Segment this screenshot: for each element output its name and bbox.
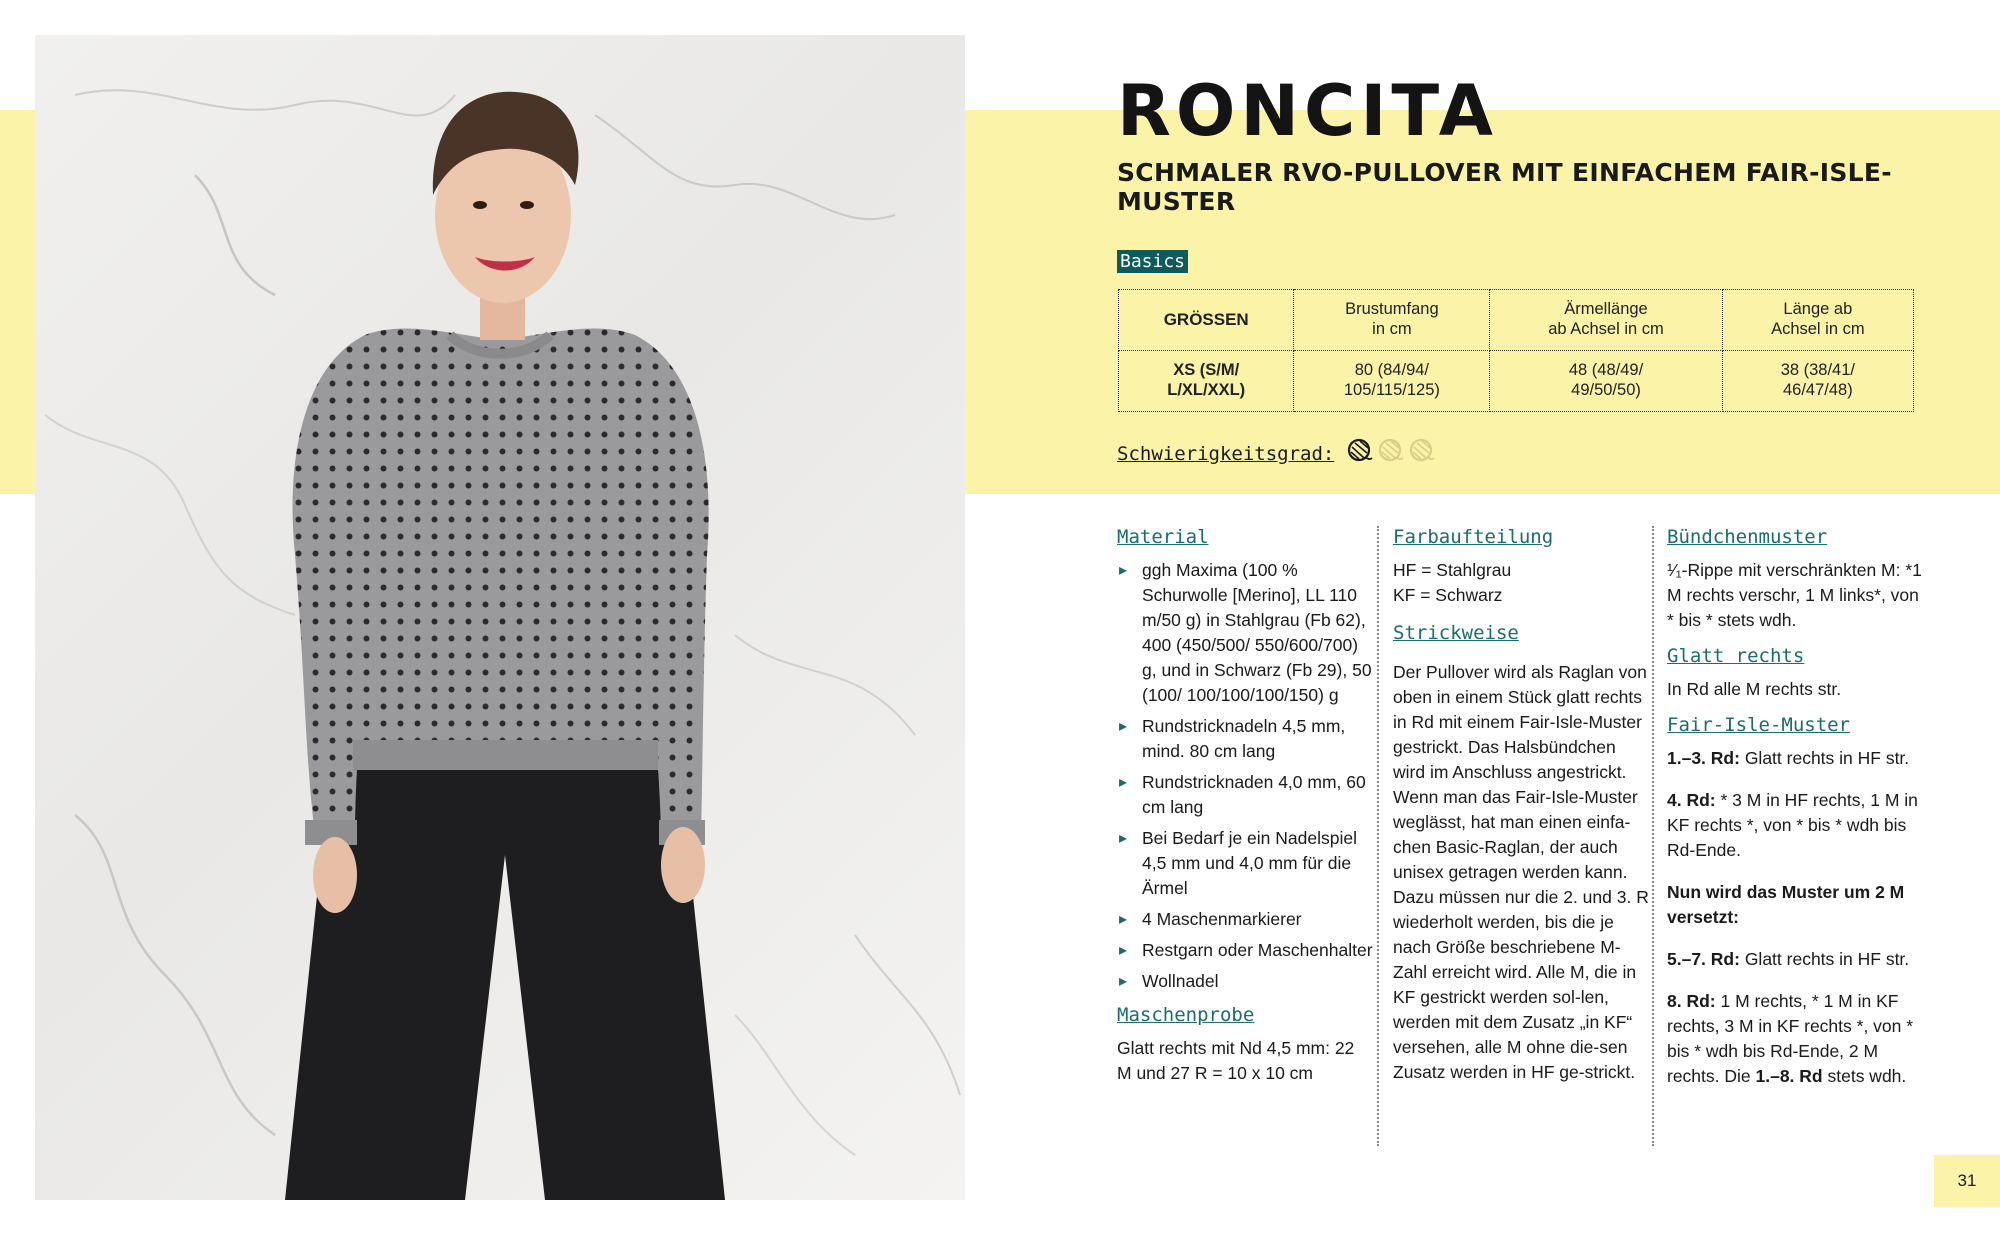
row-label: Nun wird das Muster um 2 M versetzt: bbox=[1667, 882, 1905, 927]
cell-text: XS (S/M/ L/XL/XXL) bbox=[1167, 361, 1246, 399]
header-text: Brustumfang in cm bbox=[1345, 300, 1439, 338]
glatt-rechts-heading: Glatt rechts bbox=[1667, 645, 1805, 667]
row-label: 1.–8. Rd bbox=[1755, 1066, 1823, 1086]
table-header-cell bbox=[1722, 290, 1913, 351]
table-header-cell bbox=[1490, 290, 1722, 351]
pattern-subtitle: SCHMALER RVO-PULLOVER MIT EINFACHEM FAIR-ISLE-MUSTER bbox=[1117, 158, 1892, 216]
list-item: ▸ Rundstricknadeln 4,5 mm, mind. 80 cm lang bbox=[1117, 714, 1373, 764]
header-text: Länge ab Achsel in cm bbox=[1771, 300, 1865, 338]
fair-isle-heading: Fair-Isle-Muster bbox=[1667, 714, 1851, 736]
page-number: 31 bbox=[1934, 1155, 2000, 1207]
cell-text: 38 (38/41/ 46/47/48) bbox=[1780, 361, 1855, 399]
yarn-ball-icon bbox=[1378, 438, 1404, 464]
pattern-row bbox=[1667, 989, 1925, 1089]
pattern-row bbox=[1667, 947, 1925, 972]
yarn-ball-icon bbox=[1347, 438, 1373, 464]
pattern-row bbox=[1667, 880, 1925, 930]
difficulty-label: Schwierigkeitsgrad: bbox=[1117, 442, 1335, 465]
material-heading: Material bbox=[1117, 526, 1209, 548]
row-label: 8. Rd: bbox=[1667, 991, 1716, 1011]
pattern-title: RONCITA bbox=[1117, 70, 1498, 152]
glatt-rechts-text: In Rd alle M rechts str. bbox=[1667, 679, 1842, 699]
farbaufteilung-line: KF = Schwarz bbox=[1393, 585, 1503, 605]
table-header-cell bbox=[1294, 290, 1490, 351]
column-divider bbox=[1377, 526, 1379, 1146]
difficulty-rating bbox=[1117, 438, 1435, 469]
table-cell bbox=[1722, 351, 1913, 412]
farbaufteilung-heading: Farbaufteilung bbox=[1393, 526, 1554, 548]
maschenprobe-text: Glatt rechts mit Nd 4,5 mm: 22 M und 27 R = 10 x 10 cm bbox=[1117, 1038, 1355, 1083]
row-text: Glatt rechts in HF str. bbox=[1739, 949, 1910, 969]
table-cell bbox=[1294, 351, 1490, 412]
row-label: 4. Rd: bbox=[1667, 790, 1716, 810]
table-cell bbox=[1490, 351, 1722, 412]
strickweise-column bbox=[1393, 526, 1649, 1095]
row-text: stets wdh. bbox=[1822, 1066, 1907, 1086]
buendchenmuster-text: ¹⁄₁-Rippe mit verschränkten M: *1 M rechts verschr, 1 M links*, von * bis * stets wdh. bbox=[1667, 560, 1922, 630]
difficulty-icons bbox=[1342, 438, 1435, 469]
row-text: * 3 M in HF rechts, 1 M in KF rechts *, von * bis * wdh bis Rd-Ende. bbox=[1667, 790, 1918, 860]
list-item: ▸ ggh Maxima (100 % Schurwolle [Merino], LL 110 m/50 g) in Stahlgrau (Fb 62), 400 (450/500/ 550/600/700) g, und in Schwarz (Fb 29), 50 (100/ 100/100/100/150) g bbox=[1117, 558, 1373, 708]
row-label: 1.–3. Rd: bbox=[1667, 748, 1740, 768]
table-header-cell: GRÖSSEN bbox=[1119, 290, 1294, 351]
yarn-ball-icon bbox=[1409, 438, 1435, 464]
model-photo bbox=[35, 35, 965, 1200]
table-row bbox=[1119, 290, 1914, 351]
list-item: ▸ Bei Bedarf je ein Nadelspiel 4,5 mm und 4,0 mm für die Ärmel bbox=[1117, 826, 1373, 901]
row-text: Glatt rechts in HF str. bbox=[1739, 748, 1910, 768]
row-text: 1 M rechts, * 1 M in KF rechts, 3 M in KF rechts *, von * bis * wdh bis Rd-Ende, 2 M rechts. Die bbox=[1667, 991, 1914, 1086]
strickweise-text: Der Pullover wird als Raglan von oben in einem Stück glatt rechts in Rd mit einem Fair-Isle-Muster gestrickt. Das Halsbündchen wird im Anschluss angestrickt. Wenn man das Fair-Isle-Muster weglässt, hat man einen einfa-chen Basic-Raglan, der auch unisex getragen werden kann. Dazu müssen nur die 2. und 3. R wiederholt werden, bis die je nach Größe beschriebene M-Zahl erreicht wird. Alle M, die in KF gestrickt werden sol-len, werden mit dem Zusatz „in KF“ versehen, alle M ohne die-sen Zusatz werden in HF ge-strickt. bbox=[1393, 662, 1649, 1082]
cell-text: 80 (84/94/ 105/115/125) bbox=[1343, 361, 1440, 399]
row-label: 5.–7. Rd: bbox=[1667, 949, 1740, 969]
pattern-row bbox=[1667, 788, 1925, 863]
farbaufteilung-line: HF = Stahlgrau bbox=[1393, 560, 1512, 580]
strickweise-heading: Strickweise bbox=[1393, 622, 1519, 644]
buendchenmuster-heading: Bündchenmuster bbox=[1667, 526, 1828, 548]
list-item: ▸ Rundstricknaden 4,0 mm, 60 cm lang bbox=[1117, 770, 1373, 820]
column-divider bbox=[1652, 526, 1654, 1146]
material-list bbox=[1117, 558, 1373, 994]
cell-text: 48 (48/49/ 49/50/50) bbox=[1568, 361, 1644, 399]
list-item: ▸ 4 Maschenmarkierer bbox=[1117, 907, 1373, 932]
table-cell bbox=[1119, 351, 1294, 412]
maschenprobe-heading: Maschenprobe bbox=[1117, 1004, 1255, 1026]
list-item: ▸ Wollnadel bbox=[1117, 969, 1373, 994]
muster-column bbox=[1667, 526, 1925, 1106]
size-table bbox=[1118, 289, 1914, 412]
list-item: ▸ Restgarn oder Maschenhalter bbox=[1117, 938, 1373, 963]
sweater-model-illustration bbox=[35, 35, 965, 1200]
material-column bbox=[1117, 526, 1373, 1096]
table-row bbox=[1119, 351, 1914, 412]
basics-label: Basics bbox=[1117, 250, 1188, 273]
header-text: Ärmellänge ab Achsel in cm bbox=[1548, 300, 1664, 338]
pattern-row bbox=[1667, 746, 1925, 771]
